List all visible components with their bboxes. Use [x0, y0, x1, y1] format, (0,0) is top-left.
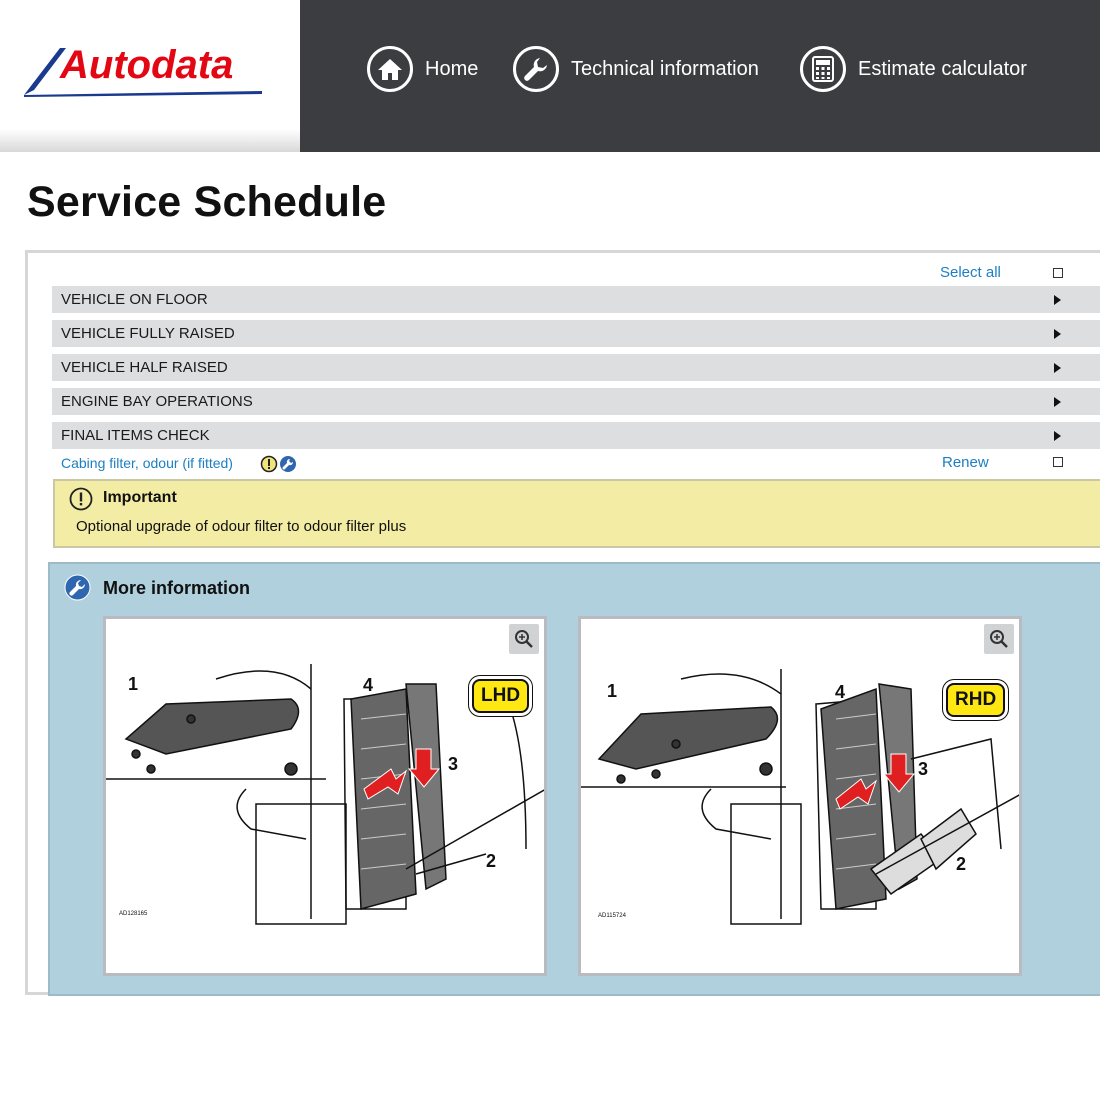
nav-home[interactable] — [367, 43, 478, 95]
expand-arrow-icon — [1054, 363, 1061, 373]
wrench-info-icon — [280, 456, 296, 472]
section-label: VEHICLE FULLY RAISED — [61, 325, 235, 342]
more-info-wrench-icon — [64, 574, 91, 601]
section-vehicle-on-floor[interactable] — [52, 286, 1100, 313]
expand-arrow-icon — [1054, 397, 1061, 407]
important-notice — [53, 479, 1100, 548]
home-icon — [367, 46, 413, 92]
logo-area — [0, 0, 300, 152]
expand-arrow-icon — [1054, 431, 1061, 441]
section-label: ENGINE BAY OPERATIONS — [61, 393, 253, 410]
callout-2: 2 — [486, 851, 497, 871]
callout-1: 1 — [607, 681, 618, 701]
cabin-filter-item-label[interactable]: Cabing filter, odour (if fitted) — [61, 455, 233, 471]
important-icon — [69, 487, 93, 511]
select-all-link[interactable]: Select all — [940, 264, 1001, 281]
item-info-icons[interactable] — [260, 455, 298, 473]
section-vehicle-half-raised[interactable] — [52, 354, 1100, 381]
cabin-filter-diagram-lhd — [106, 619, 544, 973]
renew-checkbox[interactable] — [1053, 457, 1063, 467]
section-label: VEHICLE HALF RAISED — [61, 359, 228, 376]
callout-3: 3 — [918, 759, 929, 779]
important-text: Optional upgrade of odour filter to odour filter plus — [76, 518, 407, 535]
diagram-code: AD115724 — [598, 913, 626, 919]
important-title: Important — [103, 489, 177, 506]
nav-estimate-label: Estimate calculator — [858, 57, 1027, 80]
select-all-checkbox[interactable] — [1053, 268, 1063, 278]
warning-icon — [262, 457, 277, 472]
autodata-logo[interactable] — [22, 40, 267, 98]
callout-3: 3 — [448, 754, 459, 774]
zoom-icon[interactable] — [984, 624, 1014, 654]
nav-estimate-calculator[interactable] — [800, 43, 1027, 95]
section-vehicle-fully-raised[interactable] — [52, 320, 1100, 347]
top-nav — [300, 0, 1100, 152]
section-final-items-check[interactable] — [52, 422, 1100, 449]
nav-technical-label: Technical information — [571, 57, 759, 80]
section-engine-bay-operations[interactable] — [52, 388, 1100, 415]
app-header — [0, 0, 1100, 152]
nav-home-label: Home — [425, 57, 479, 80]
wrench-icon — [513, 46, 559, 92]
section-label: VEHICLE ON FLOOR — [61, 291, 208, 308]
diagram-code: AD128165 — [119, 911, 148, 917]
lhd-badge: LHD — [472, 679, 529, 713]
section-label: FINAL ITEMS CHECK — [61, 427, 210, 444]
logo-text: Autodata — [60, 43, 234, 87]
more-information-title: More information — [103, 578, 250, 598]
diagram-lhd[interactable] — [103, 616, 547, 976]
callout-2: 2 — [956, 854, 967, 874]
diagram-rhd[interactable] — [578, 616, 1022, 976]
nav-technical-information[interactable] — [513, 43, 759, 95]
rhd-badge: RHD — [946, 683, 1005, 717]
callout-4: 4 — [835, 682, 846, 702]
renew-label: Renew — [942, 454, 989, 471]
expand-arrow-icon — [1054, 295, 1061, 305]
zoom-icon[interactable] — [509, 624, 539, 654]
callout-1: 1 — [128, 674, 139, 694]
callout-4: 4 — [363, 675, 374, 695]
expand-arrow-icon — [1054, 329, 1061, 339]
calculator-icon — [800, 46, 846, 92]
cabin-filter-diagram-rhd — [581, 619, 1019, 973]
page-title: Service Schedule — [27, 178, 387, 226]
